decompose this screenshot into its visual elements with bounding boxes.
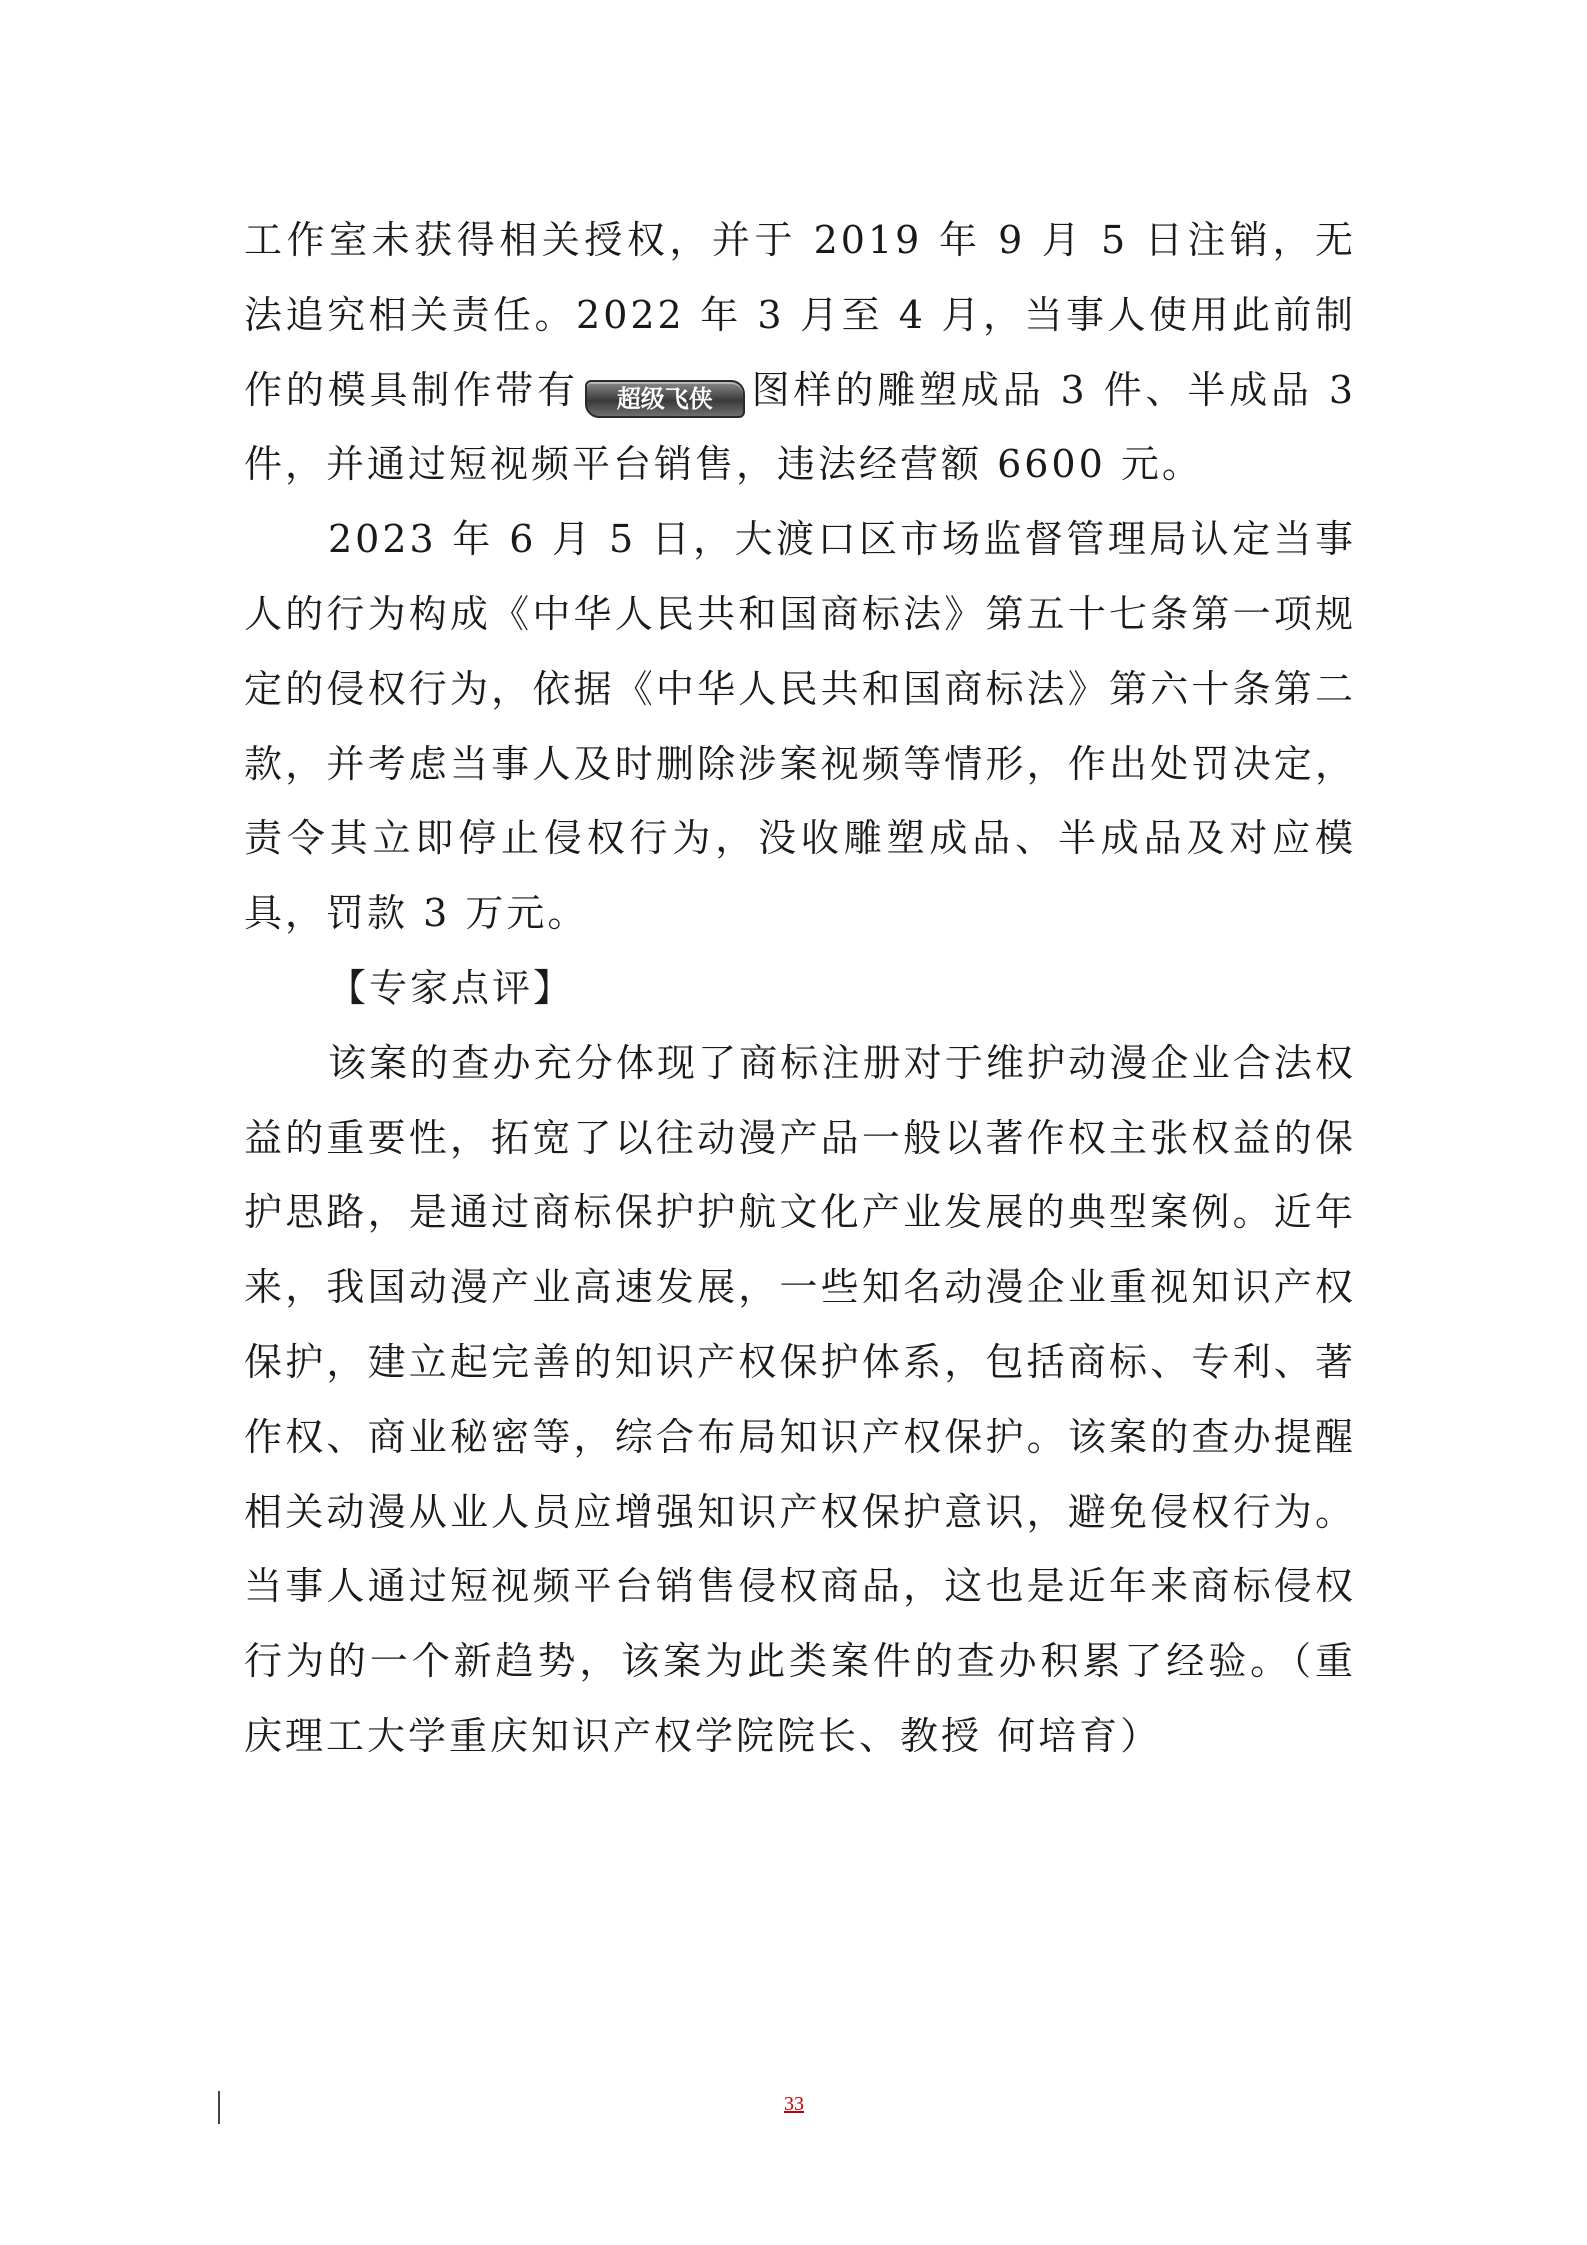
paragraph-case-facts (244, 203, 1356, 502)
paragraph-expert-review: 该案的查办充分体现了商标注册对于维护动漫企业合法权益的重要性，拓宽了以往动漫产品一般以著作权主张权益的保护思路，是通过商标保护护航文化产业发展的典型案例。近年来，我国动漫产业高速发展，一些知名动漫企业重视知识产权保护，建立起完善的知识产权保护体系，包括商标、专利、著作权、商业秘密等，综合布局知识产权保护。该案的查办提醒相关动漫从业人员应增强知识产权保护意识，避免侵权行为。当事人通过短视频平台销售侵权商品，这也是近年来商标侵权行为的一个新趋势，该案为此类案件的查办积累了经验。（重庆理工大学重庆知识产权学院院长、教授 何培育） (244, 1040, 1356, 1758)
page-number: 33 (784, 2093, 804, 2115)
paragraph-penalty-decision: 2023 年 6 月 5 日，大渡口区市场监督管理局认定当事人的行为构成《中华人民共和国商标法》第五十七条第一项规定的侵权行为，依据《中华人民共和国商标法》第六十条第二款，并考虑当事人及时删除涉案视频等情形，作出处罚决定，责令其立即停止侵权行为，没收雕塑成品、半成品及对应模具，罚款 3 万元。 (244, 517, 1356, 936)
paragraph-case-facts-start: 工作室未获得相关授权，并于 2019 年 9 月 5 日注销，无法追究相关责任。2022 年 3 月至 4 月，当事人使用此前制作的模具制作带有 (244, 218, 1356, 412)
paragraph-case-facts-end: 图样的雕塑成品 3 件、半成品 3 件，并通过短视频平台销售，违法经营额 6600 元。 (244, 367, 1356, 487)
section-heading-expert-review: 【专家点评】 (328, 965, 575, 1010)
trademark-logo-image: 超级飞侠 (585, 380, 745, 418)
margin-bar (218, 2091, 220, 2124)
body-text (244, 203, 1356, 1774)
